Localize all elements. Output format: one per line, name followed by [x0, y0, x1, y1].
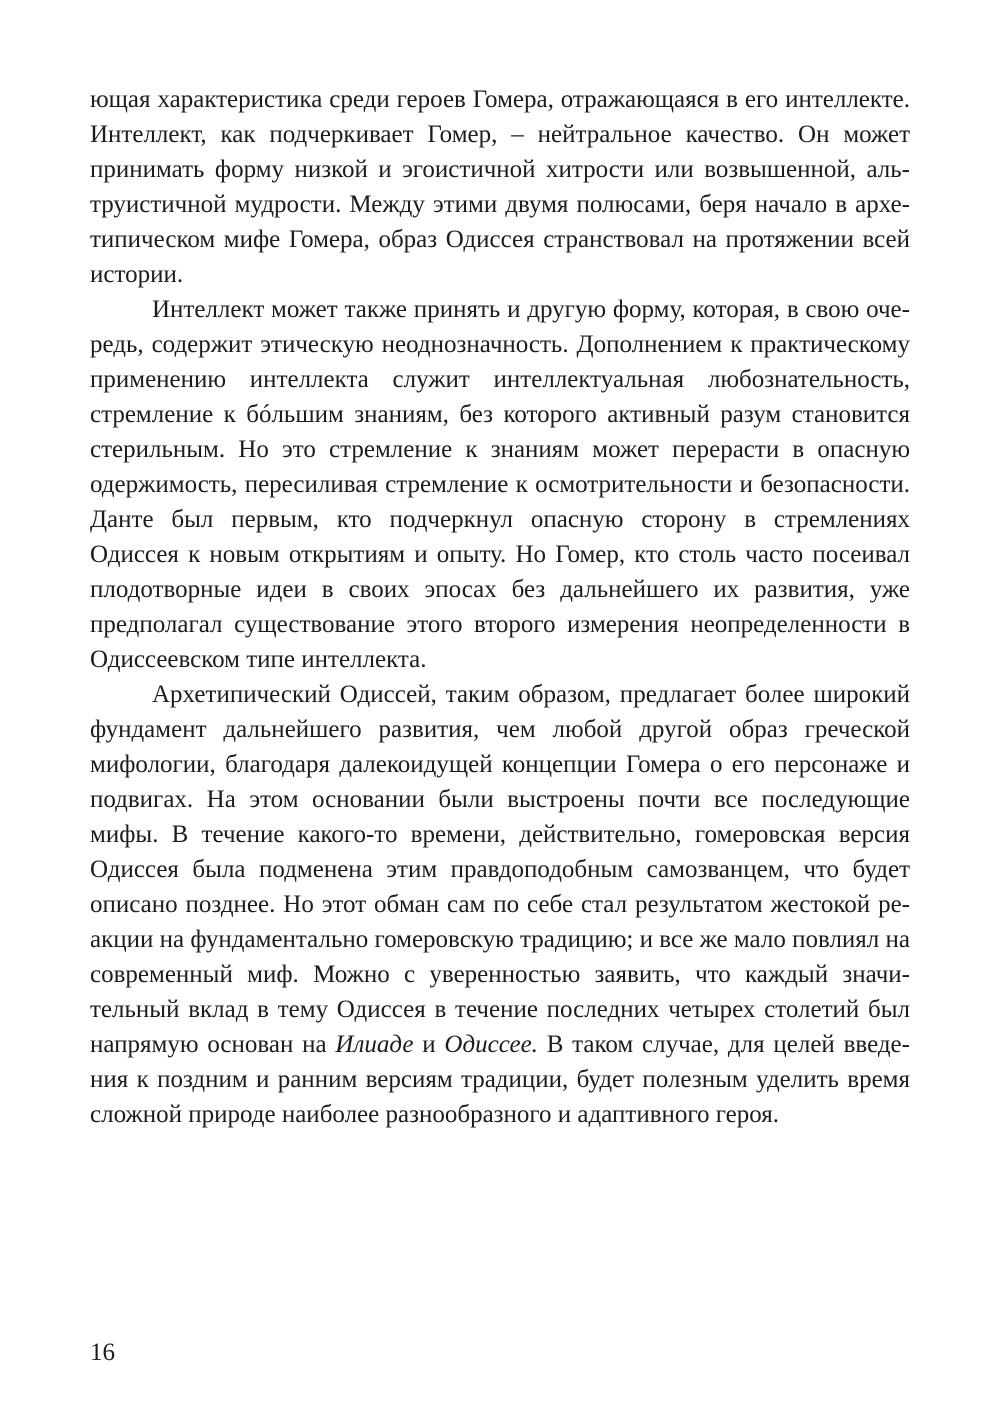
paragraph-3-conjunction: и [413, 1031, 445, 1058]
paragraph-2-text: Интеллект может также принять и другую форму, которая, в свою очередь, содержит этическую неоднозначность. Дополнением к практическому применению интеллекта служит интеллектуальная любознательность, стремление к бóльшим знаниям, без которого активный разум становится стерильным. Но это стремление к знаниям может перерасти в опасную одержимость, пересиливая стремление к осмотрительности и безопасности. Данте был первым, кто подчеркнул опасную сторону в стремлениях Одиссея к новым открытиям и опыту. Но Гомер, кто столь часто посеивал плодотворные идеи в своих эпосах без дальнейшего их развития, уже предполагал существование этого второго измерения неопределенности в Одиссеевском типе интеллекта. [90, 296, 910, 673]
paragraph-2 [90, 292, 910, 677]
page-number: 16 [90, 1339, 115, 1366]
body-text [90, 82, 910, 1132]
title-odyssey: Одиссее. [444, 1031, 538, 1058]
paragraph-3-text-b: В таком случае, для целей введения к поздним и ранним версиям традиции, будет полезным уделить время сложной природе наиболее разнообразного и адаптивного героя. [90, 1031, 910, 1128]
paragraph-3 [90, 677, 910, 1132]
paragraph-1-text: ющая характеристика среди героев Гомера, отражающаяся в его интеллекте. Интеллект, как подчеркивает Гомер, – нейтральное качество. Он может принимать форму низкой и эгоистичной хитрости или возвышенной, альтруистичной мудрости. Между этими двумя полюсами, беря начало в архетипическом мифе Гомера, образ Одиссея странствовал на протяжении всей истории. [90, 86, 910, 288]
paragraph-3-text-a: Архетипический Одиссей, таким образом, предлагает более широкий фундамент дальнейшего развития, чем любой другой образ греческой мифологии, благодаря далекоидущей концепции Гомера о его персонаже и подвигах. На этом основании были выстроены почти все последующие мифы. В течение какого-то времени, действительно, гомеровская версия Одиссея была подменена этим правдоподобным самозванцем, что будет описано позднее. Но этот обман сам по себе стал результатом жестокой реакции на фундаментально гомеровскую традицию; и все же мало повлиял на современный миф. Можно с уверенностью заявить, что каждый значительный вклад в тему Одиссея в течение последних четырех столетий был напрямую основан на [90, 681, 910, 1058]
paragraph-1 [90, 82, 910, 292]
title-iliad: Илиаде [335, 1031, 414, 1058]
